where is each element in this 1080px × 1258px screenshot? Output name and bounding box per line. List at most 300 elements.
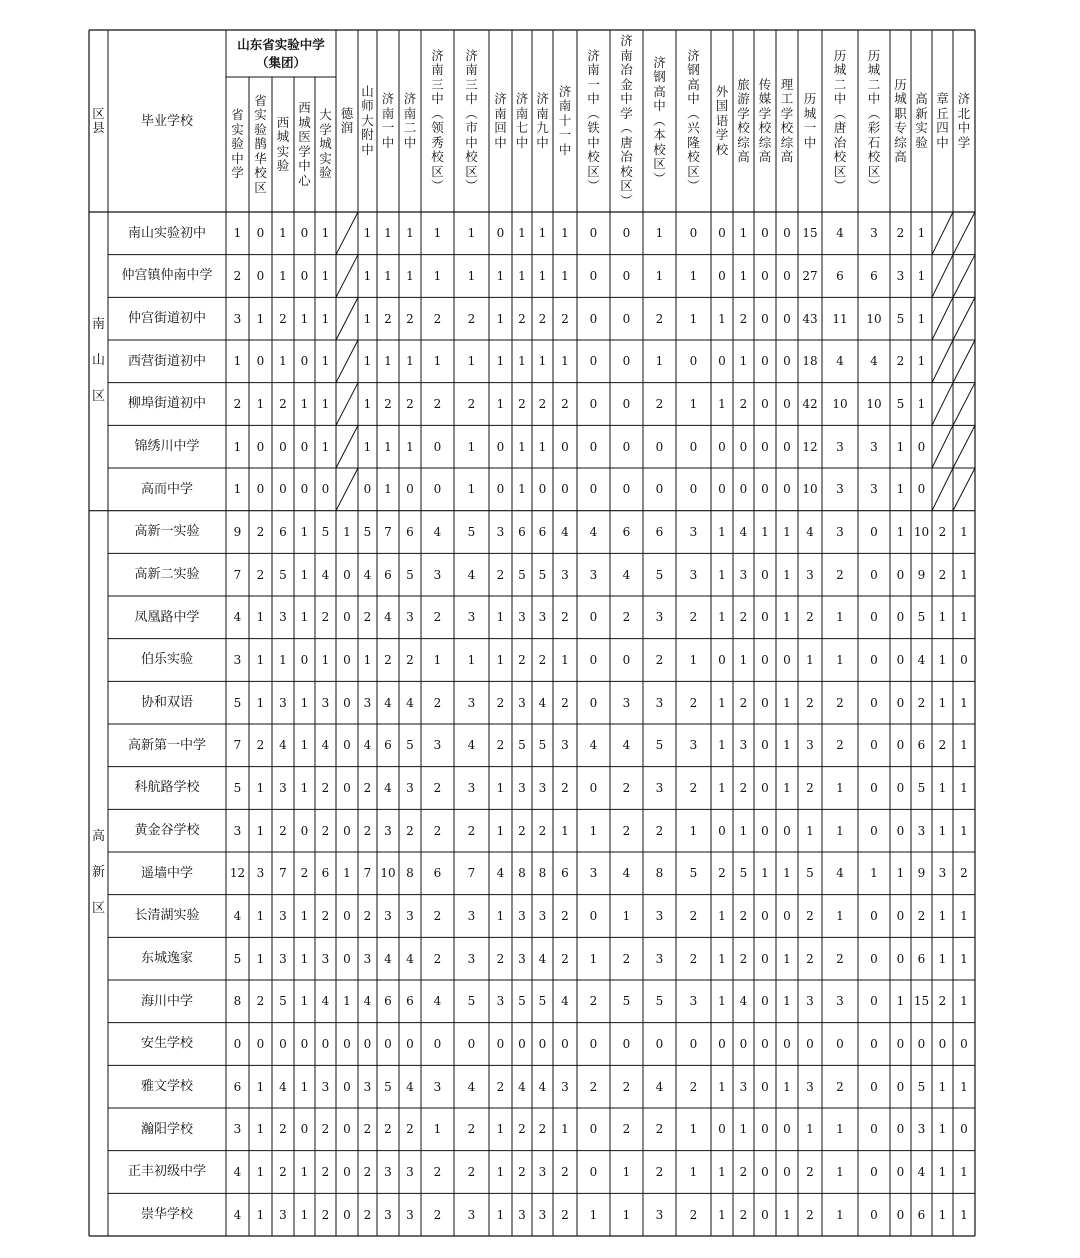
quota-value — [953, 639, 975, 682]
quota-value — [798, 639, 822, 682]
quota-value — [454, 980, 489, 1023]
quota-value-text: 3 — [406, 1164, 414, 1179]
quota-value — [336, 980, 358, 1023]
quota-value-text: 3 — [538, 1164, 547, 1179]
quota-value-text: 0 — [343, 780, 351, 795]
quota-value — [776, 596, 798, 639]
quota-value-text: 0 — [870, 780, 878, 795]
quota-value — [399, 255, 421, 298]
quota-value-text: 0 — [321, 1036, 330, 1051]
quota-value — [553, 809, 577, 852]
quota-value — [953, 937, 975, 980]
quota-value-text: 0 — [622, 226, 631, 241]
quota-value-text: 4 — [321, 994, 330, 1009]
quota-value-text: 4 — [384, 780, 392, 795]
diagonal-slash — [932, 383, 953, 426]
quota-value-text: 3 — [384, 1207, 392, 1222]
quota-value-text: 1 — [917, 354, 926, 369]
quota-value — [454, 297, 489, 340]
quota-value-text: 3 — [655, 695, 664, 710]
quota-value — [489, 1023, 512, 1066]
quota-value-text: 1 — [518, 482, 526, 497]
quota-value — [315, 852, 336, 895]
quota-value-text: 2 — [467, 396, 476, 411]
quota-value-text: 1 — [783, 695, 791, 710]
quota-value-text: 0 — [300, 439, 309, 454]
quota-value-text: 6 — [518, 524, 526, 539]
quota-value — [532, 511, 553, 554]
quota-value — [754, 895, 776, 938]
quota-value-text: 3 — [739, 738, 748, 753]
quota-value-text: 1 — [256, 908, 265, 923]
quota-value-text: 3 — [233, 311, 242, 326]
group-header — [226, 30, 336, 77]
quota-value — [577, 383, 610, 426]
quota-value — [911, 255, 932, 298]
quota-value — [532, 681, 553, 724]
quota-value — [377, 468, 399, 511]
quota-value-text: 0 — [960, 1036, 968, 1051]
quota-value — [489, 639, 512, 682]
quota-value — [315, 1151, 336, 1194]
quota-value — [226, 937, 249, 980]
quota-value — [932, 1193, 953, 1236]
quota-value-text: 1 — [589, 823, 598, 838]
quota-value — [377, 212, 399, 255]
quota-value-text: 2 — [467, 1164, 476, 1179]
quota-value-text: 2 — [561, 1207, 569, 1222]
quota-value — [932, 1151, 953, 1194]
quota-value — [676, 212, 711, 255]
quota-value-text: 3 — [363, 951, 372, 966]
quota-value — [890, 767, 911, 810]
quota-value-text: 3 — [406, 610, 414, 625]
quota-value — [358, 852, 377, 895]
quota-value-text: 0 — [300, 1122, 309, 1137]
quota-value-text: 2 — [806, 695, 814, 710]
quota-value-text: 4 — [384, 951, 392, 966]
quota-value-text: 5 — [518, 994, 526, 1009]
quota-value — [377, 639, 399, 682]
quota-value — [553, 468, 577, 511]
quota-value-text: 0 — [589, 226, 598, 241]
quota-value-text: 0 — [343, 695, 351, 710]
quota-value — [798, 980, 822, 1023]
quota-value — [489, 596, 512, 639]
quota-value — [932, 809, 953, 852]
quota-value — [711, 511, 733, 554]
quota-value-text: 2 — [689, 1079, 698, 1094]
quota-value — [932, 895, 953, 938]
quota-value-text: 0 — [256, 354, 265, 369]
quota-value-text: 1 — [655, 268, 664, 283]
quota-value — [754, 1193, 776, 1236]
quota-value — [226, 1023, 249, 1066]
quota-value-text: 2 — [406, 311, 414, 326]
column-header — [226, 77, 249, 212]
quota-value-text: 2 — [960, 866, 968, 881]
quota-value-text: 1 — [279, 226, 287, 241]
quota-value-text: 2 — [363, 1122, 372, 1137]
quota-value — [272, 937, 294, 980]
quota-value-text: 1 — [718, 908, 726, 923]
quota-value — [553, 596, 577, 639]
quota-value-text: 3 — [233, 1122, 242, 1137]
quota-value-text: 0 — [561, 482, 569, 497]
quota-value — [512, 681, 532, 724]
quota-value-text: 2 — [321, 1207, 330, 1222]
quota-value — [421, 767, 454, 810]
school-name-text: 科航路学校 — [134, 780, 200, 796]
quota-value-text: 1 — [406, 226, 414, 241]
quota-value — [226, 852, 249, 895]
quota-value — [676, 425, 711, 468]
school-name-text: 正丰初级中学 — [127, 1164, 206, 1180]
quota-value-text: 2 — [279, 311, 287, 326]
diagonal-slash — [953, 212, 975, 255]
quota-value — [377, 511, 399, 554]
quota-value — [358, 767, 377, 810]
quota-value-text: 1 — [384, 226, 392, 241]
quota-value — [798, 468, 822, 511]
quota-value — [733, 767, 754, 810]
quota-value-text: 1 — [689, 1122, 698, 1137]
quota-value — [733, 383, 754, 426]
quota-value-text: 1 — [938, 652, 947, 667]
quota-value — [294, 425, 315, 468]
quota-value — [421, 212, 454, 255]
quota-value-text: 1 — [363, 354, 372, 369]
quota-value-text: 2 — [655, 311, 664, 326]
quota-value — [249, 340, 272, 383]
quota-value — [610, 553, 643, 596]
quota-value — [776, 1065, 798, 1108]
quota-value-text: 1 — [622, 1164, 631, 1179]
column-header-label: 历 城 二 中 ︵ 彩 石 校 区 ︶ — [867, 47, 881, 193]
quota-value — [822, 980, 858, 1023]
quota-value — [911, 297, 932, 340]
quota-value — [890, 553, 911, 596]
quota-value-text: 1 — [496, 780, 505, 795]
quota-value — [711, 1193, 733, 1236]
quota-value-text: 5 — [321, 524, 330, 539]
quota-value — [911, 511, 932, 554]
quota-value — [822, 852, 858, 895]
quota-value-text: 0 — [622, 652, 631, 667]
quota-value — [553, 767, 577, 810]
quota-value — [890, 724, 911, 767]
quota-value-text: 2 — [433, 951, 442, 966]
quota-value-text: 1 — [960, 994, 968, 1009]
quota-value-text: 2 — [433, 780, 442, 795]
quota-value-text: 2 — [589, 994, 598, 1009]
quota-value — [532, 212, 553, 255]
quota-value-text: 6 — [384, 567, 392, 582]
quota-value-text: 4 — [622, 567, 631, 582]
quota-value — [932, 639, 953, 682]
quota-value — [421, 511, 454, 554]
quota-value-text: 3 — [433, 1079, 442, 1094]
column-header-label: 济 南 冶 金 中 学 ︵ 唐 冶 校 区 ︶ — [620, 33, 633, 208]
column-header-label: 高 新 实 验 — [915, 91, 928, 150]
quota-value — [249, 1023, 272, 1066]
quota-value — [610, 425, 643, 468]
quota-value — [489, 255, 512, 298]
quota-value-text: 0 — [343, 1122, 351, 1137]
quota-value-text: 2 — [467, 823, 476, 838]
quota-value-text: 3 — [384, 1164, 392, 1179]
quota-value-text: 6 — [384, 738, 392, 753]
quota-value — [776, 511, 798, 554]
column-header — [315, 77, 336, 212]
quota-value — [711, 1151, 733, 1194]
quota-value-text: 0 — [279, 1036, 287, 1051]
quota-value-text: 3 — [518, 610, 526, 625]
quota-value — [822, 1065, 858, 1108]
quota-value-text: 0 — [538, 482, 547, 497]
quota-value-text: 2 — [496, 1079, 505, 1094]
quota-value — [798, 1065, 822, 1108]
quota-value — [532, 980, 553, 1023]
quota-value-text: 4 — [836, 226, 844, 241]
quota-value — [421, 1193, 454, 1236]
quota-value-text: 0 — [783, 439, 791, 454]
quota-value — [377, 255, 399, 298]
quota-value-text: 1 — [321, 354, 330, 369]
quota-value-text: 15 — [802, 226, 818, 241]
quota-value — [377, 1023, 399, 1066]
school-name — [108, 1108, 226, 1151]
quota-value-text: 1 — [321, 311, 330, 326]
quota-value — [890, 1065, 911, 1108]
quota-value — [911, 1023, 932, 1066]
quota-value — [858, 383, 890, 426]
quota-value — [577, 596, 610, 639]
quota-value-text: 1 — [783, 567, 791, 582]
quota-value — [489, 895, 512, 938]
quota-value — [249, 511, 272, 554]
quota-value — [399, 511, 421, 554]
quota-value-text: 2 — [622, 780, 631, 795]
quota-value — [776, 1023, 798, 1066]
quota-value-text: 7 — [233, 738, 242, 753]
quota-value-text: 0 — [279, 439, 287, 454]
quota-value-text: 1 — [938, 1122, 947, 1137]
quota-value — [249, 937, 272, 980]
quota-value-text: 0 — [689, 1036, 698, 1051]
quota-value — [858, 937, 890, 980]
column-header — [421, 30, 454, 212]
quota-value — [226, 468, 249, 511]
quota-value-text: 2 — [655, 1164, 664, 1179]
quota-value-text: 1 — [960, 951, 968, 966]
quota-value — [932, 724, 953, 767]
quota-value-text: 0 — [896, 1207, 905, 1222]
quota-value-text: 5 — [279, 994, 287, 1009]
quota-value-text: 0 — [761, 994, 769, 1009]
quota-value-text: 0 — [300, 823, 309, 838]
quota-value-text: 5 — [655, 994, 664, 1009]
quota-value-text: 2 — [739, 951, 748, 966]
quota-value-text: 1 — [518, 439, 526, 454]
quota-value-text: 4 — [363, 738, 372, 753]
quota-value — [577, 1023, 610, 1066]
quota-value-text: 3 — [806, 567, 814, 582]
quota-value-text: 1 — [739, 652, 748, 667]
quota-value-text: 3 — [279, 780, 287, 795]
quota-value — [249, 255, 272, 298]
quota-value — [377, 1151, 399, 1194]
quota-value — [377, 767, 399, 810]
quota-value-text: 2 — [256, 567, 265, 582]
quota-value — [226, 511, 249, 554]
quota-value — [377, 383, 399, 426]
quota-value-text: 1 — [233, 354, 242, 369]
quota-value — [272, 767, 294, 810]
quota-value-text: 2 — [496, 567, 505, 582]
quota-value-text: 1 — [718, 1207, 726, 1222]
quota-value-text: 0 — [622, 354, 631, 369]
quota-value-text: 1 — [783, 1079, 791, 1094]
quota-value-text: 0 — [343, 951, 351, 966]
quota-value — [610, 1193, 643, 1236]
quota-value-text: 1 — [917, 268, 926, 283]
quota-value-text: 1 — [467, 268, 476, 283]
quota-value — [272, 1023, 294, 1066]
quota-value — [315, 1108, 336, 1151]
quota-value-text: 2 — [321, 908, 330, 923]
quota-value — [294, 1151, 315, 1194]
quota-value — [226, 724, 249, 767]
quota-value-text: 1 — [938, 908, 947, 923]
school-name-text: 崇华学校 — [140, 1207, 193, 1223]
quota-value — [399, 340, 421, 383]
quota-value-text: 2 — [279, 823, 287, 838]
quota-value-text: 2 — [496, 951, 505, 966]
quota-value — [610, 937, 643, 980]
quota-value — [858, 297, 890, 340]
quota-value-text: 3 — [589, 866, 598, 881]
quota-value-text: 5 — [538, 567, 547, 582]
quota-value-text: 0 — [589, 439, 598, 454]
quota-value-text: 2 — [406, 1122, 414, 1137]
quota-value-text: 2 — [561, 396, 569, 411]
quota-value — [798, 681, 822, 724]
quota-value — [577, 724, 610, 767]
quota-value-text: 3 — [538, 1207, 547, 1222]
quota-value — [272, 212, 294, 255]
quota-value — [454, 895, 489, 938]
quota-value-text: 1 — [496, 354, 505, 369]
school-name-text: 协和双语 — [140, 695, 193, 711]
quota-value — [733, 980, 754, 1023]
column-header — [336, 30, 358, 212]
school-name-text: 南山实验初中 — [127, 225, 206, 241]
quota-value — [512, 255, 532, 298]
quota-value-text: 1 — [561, 652, 569, 667]
column-header — [932, 30, 953, 212]
quota-value — [294, 596, 315, 639]
quota-value — [454, 852, 489, 895]
school-name-text: 高新第一中学 — [127, 737, 206, 753]
quota-value — [454, 425, 489, 468]
quota-value-text: 0 — [279, 482, 287, 497]
quota-value — [890, 639, 911, 682]
quota-value — [512, 340, 532, 383]
diagonal-slash — [336, 255, 358, 298]
quota-value-text: 2 — [538, 1122, 547, 1137]
quota-value — [249, 1108, 272, 1151]
quota-value-text: 0 — [343, 738, 351, 753]
quota-value — [489, 1193, 512, 1236]
quota-value — [890, 511, 911, 554]
quota-value — [553, 937, 577, 980]
quota-value-text: 1 — [256, 396, 265, 411]
quota-value — [512, 852, 532, 895]
quota-value — [577, 1108, 610, 1151]
quota-value-text: 1 — [467, 652, 476, 667]
school-name — [108, 383, 226, 426]
quota-value — [577, 767, 610, 810]
quota-value — [858, 255, 890, 298]
quota-value — [890, 425, 911, 468]
quota-value-text: 1 — [321, 268, 330, 283]
quota-value-text: 4 — [279, 1079, 287, 1094]
district-name: 高 新 区 — [91, 829, 105, 917]
quota-value — [643, 383, 676, 426]
quota-value — [294, 383, 315, 426]
quota-value — [733, 681, 754, 724]
quota-value — [754, 639, 776, 682]
quota-value — [294, 297, 315, 340]
quota-value — [733, 255, 754, 298]
quota-value-text: 1 — [689, 1164, 698, 1179]
quota-value-text: 0 — [589, 780, 598, 795]
quota-value-text: 0 — [655, 439, 664, 454]
quota-value-text: 0 — [960, 1122, 968, 1137]
quota-value-text: 8 — [655, 866, 664, 881]
quota-value-text: 2 — [433, 823, 442, 838]
quota-value — [676, 255, 711, 298]
quota-value-text: 3 — [406, 908, 414, 923]
column-header — [553, 30, 577, 212]
quota-value — [512, 980, 532, 1023]
quota-value — [454, 511, 489, 554]
quota-value-text: 0 — [783, 482, 791, 497]
quota-value-text: 4 — [561, 524, 569, 539]
quota-value-text: 3 — [917, 823, 926, 838]
quota-value — [399, 895, 421, 938]
quota-value-text: 27 — [802, 268, 818, 283]
quota-value — [512, 809, 532, 852]
quota-value-text: 1 — [870, 866, 878, 881]
group-title: 山东省实验中学 — [237, 36, 325, 52]
quota-value-text: 10 — [866, 396, 882, 411]
quota-value-text: 0 — [896, 908, 905, 923]
quota-value-text: 9 — [233, 524, 242, 539]
quota-value-text: 0 — [783, 396, 791, 411]
school-name — [108, 468, 226, 511]
quota-value — [358, 340, 377, 383]
quota-value-text: 4 — [321, 738, 330, 753]
quota-value — [754, 767, 776, 810]
column-header-label: 济 南 十 一 中 — [558, 83, 572, 157]
quota-value — [676, 553, 711, 596]
quota-value-text: 1 — [467, 482, 476, 497]
quota-value — [377, 1065, 399, 1108]
quota-value-text: 5 — [896, 311, 905, 326]
quota-value-text: 1 — [538, 439, 547, 454]
